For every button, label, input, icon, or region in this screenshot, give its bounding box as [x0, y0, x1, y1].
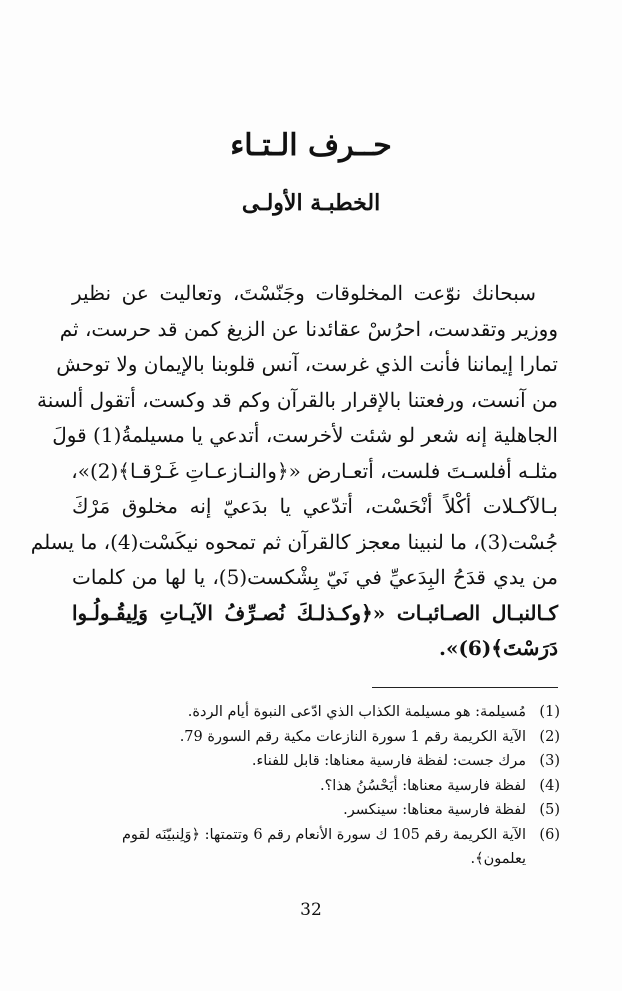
footnote-number: (2): [539, 728, 560, 745]
footnote-text: الآية الكريمة رقم 1 سورة النازعات مكية رقم السورة 79.: [179, 728, 526, 745]
body-line: من يدي قدَحُ البِدَعيِّ في نَيّ بِشْكست(5)، يا لها من كلمات: [72, 565, 558, 589]
body-line: سبحانك نوّعت المخلوقات وجَنّسْتَ، وتعاليت عن نظير: [72, 281, 536, 305]
footnote-number: (4): [539, 777, 560, 794]
footnote: [70, 700, 560, 725]
body-line: دَرَسْتَ﴾(6)».: [438, 636, 558, 660]
page-number: 32: [300, 900, 322, 920]
footnote-text: الآية الكريمة رقم 105 ك سورة الأنعام رقم 6 وتتمتها: ﴿وَلِنبيّنَه لقوم يعلمون﴾.: [121, 826, 526, 867]
footnote: [70, 725, 560, 750]
body-line: الجاهلية إنه شعر لو شئت لأخرست، أتدعي يا مسيلمةُ(1) قولَ: [52, 423, 558, 447]
body-line: جُسْت(3)، ما لنبينا معجز كالقرآن ثم تمحوه نيكَسْت(4)، ما يسلم: [30, 529, 558, 554]
footnote-separator: [372, 687, 558, 688]
footnote-text: لفظة فارسية معناها: سينكسر.: [343, 802, 526, 818]
footnotes: [70, 700, 560, 872]
section-title: الخطبـة الأولـى: [241, 190, 381, 216]
footnote-number: (5): [539, 802, 560, 818]
sermon-body: [30, 276, 558, 667]
footnote-text: مُسيلمة: هو مسيلمة الكذاب الذي ادّعى النبوة أيام الردة.: [187, 704, 526, 720]
footnote: [70, 798, 560, 823]
footnote-number: (6): [539, 826, 560, 843]
footnote-number: (3): [539, 753, 560, 769]
footnote-number: (1): [539, 704, 560, 720]
body-line: كـالنبـال الصـائبـات «﴿وكـذلـكَ نُصـرِّفُ الآيـاتِ وَلِيقُـولُـوا: [72, 600, 558, 625]
footnote-text: لفظة فارسية معناها: أيَحْسُنُ هذا؟.: [319, 777, 526, 794]
body-line: ووزير وتقدست، احرُسْ عقائدنا عن الزيغ كمن قد حرست، ثم: [59, 316, 558, 341]
chapter-title: حــرف الـتـاء: [230, 128, 392, 163]
footnote: [70, 749, 560, 774]
body-line: مثلـه أفلسـتَ فلست، أتعـارض «﴿والنـازعـاتِ غَـرْقـا﴾(2)»،: [71, 458, 558, 483]
footnote: [70, 823, 560, 872]
body-line: بـالآكـلات أكْلاً أنْحَسْت، أتدّعي يا بدَعيّ إنه مخلوق مَرْكَ: [72, 494, 558, 518]
footnote-text: مرك جست: لفظة فارسية معناها: قابل للفناء.: [251, 753, 526, 769]
footnote: [70, 774, 560, 799]
body-line: تمارا إيماننا فأنت الذي غرست، آنس قلوبنا بالإيمان ولا توحش: [56, 352, 558, 376]
body-line: من آنست، ورفعتنا بالإقرار بالقرآن وكم قد وكست، أتقول ألسنة: [37, 387, 558, 412]
